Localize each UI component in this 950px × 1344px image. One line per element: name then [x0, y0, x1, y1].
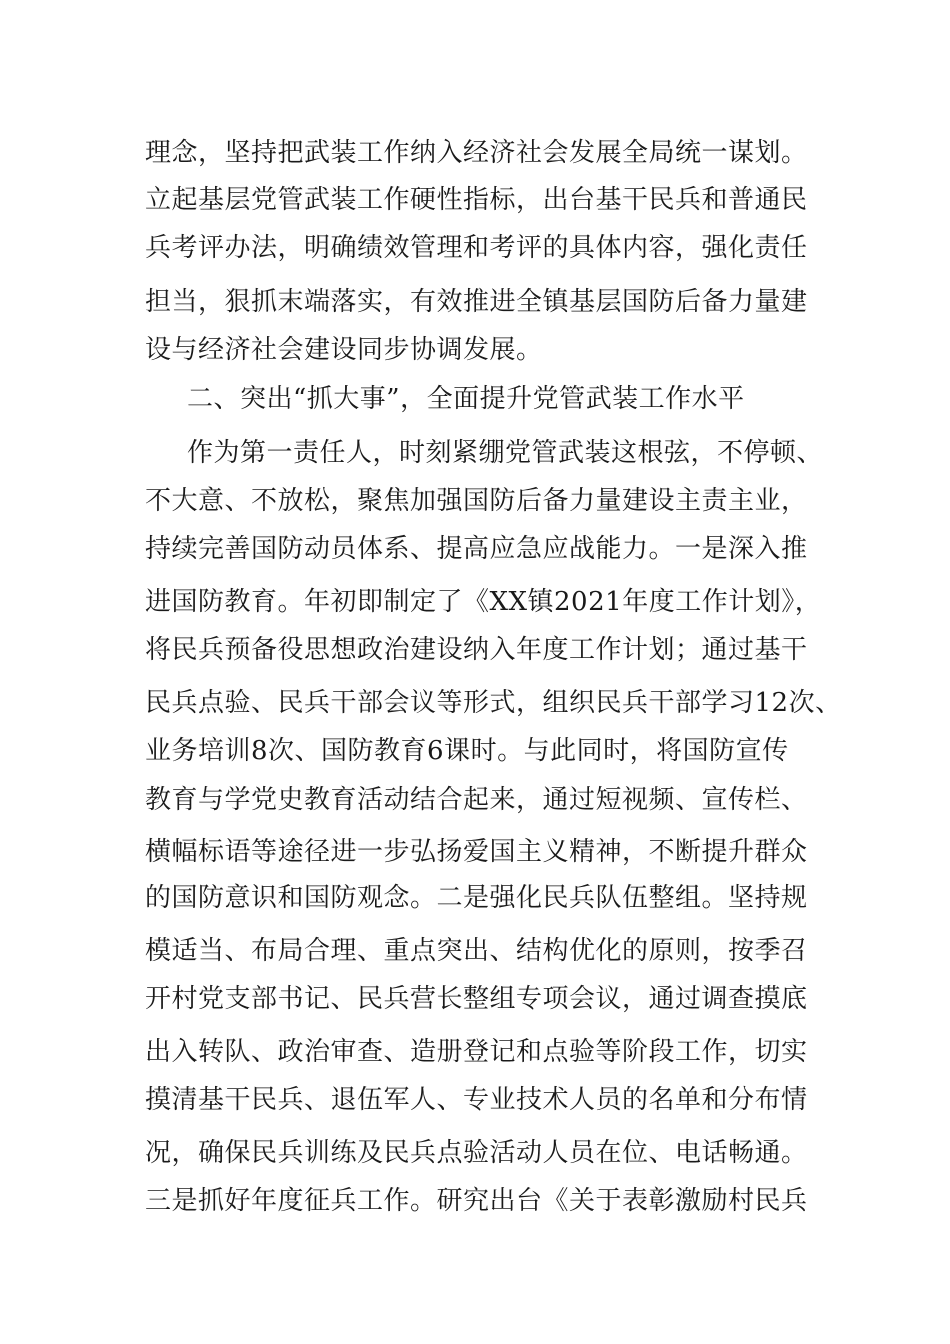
text-line: 摸清基干民兵、退伍军人、专业技术人员的名单和分布情 — [145, 1085, 808, 1115]
text-line: 立起基层党管武装工作硬性指标，出台基干民兵和普通民 — [145, 185, 808, 215]
text-line: 况，确保民兵训练及民兵点验活动人员在位、电话畅通。 — [145, 1138, 808, 1168]
text-line: 持续完善国防动员体系、提高应急应战能力。一是深入推 — [145, 534, 808, 564]
text-line: 民兵点验、民兵干部会议等形式，组织民兵干部学习12次、 — [145, 688, 842, 718]
text-line: 兵考评办法，明确绩效管理和考评的具体内容，强化责任 — [145, 233, 808, 263]
text-line: 三是抓好年度征兵工作。研究出台《关于表彰激励村民兵 — [145, 1186, 808, 1216]
text-line: 将民兵预备役思想政治建设纳入年度工作计划；通过基干 — [145, 635, 808, 665]
text-line: 横幅标语等途径进一步弘扬爱国主义精神，不断提升群众 — [145, 837, 808, 867]
text-line: 作为第一责任人，时刻紧绷党管武装这根弦，不停顿、 — [187, 438, 824, 468]
section-heading: 二、突出“抓大事”，全面提升党管武装工作水平 — [187, 384, 745, 414]
text-line: 设与经济社会建设同步协调发展。 — [145, 335, 543, 365]
text-line: 业务培训8次、国防教育6课时。与此同时，将国防宣传 — [145, 736, 789, 766]
text-line: 模适当、布局合理、重点突出、结构优化的原则，按季召 — [145, 936, 808, 966]
text-line: 教育与学党史教育活动结合起来，通过短视频、宣传栏、 — [145, 785, 808, 815]
text-line: 理念，坚持把武装工作纳入经济社会发展全局统一谋划。 — [145, 138, 808, 168]
text-line: 出入转队、政治审查、造册登记和点验等阶段工作，切实 — [145, 1037, 808, 1067]
text-line: 担当，狠抓末端落实，有效推进全镇基层国防后备力量建 — [145, 287, 808, 317]
text-line: 不大意、不放松，聚焦加强国防后备力量建设主责主业， — [145, 486, 808, 516]
text-line: 进国防教育。年初即制定了《XX镇2021年度工作计划》， — [145, 587, 822, 617]
text-line: 开村党支部书记、民兵营长整组专项会议，通过调查摸底 — [145, 984, 808, 1014]
text-line: 的国防意识和国防观念。二是强化民兵队伍整组。坚持规 — [145, 883, 808, 913]
